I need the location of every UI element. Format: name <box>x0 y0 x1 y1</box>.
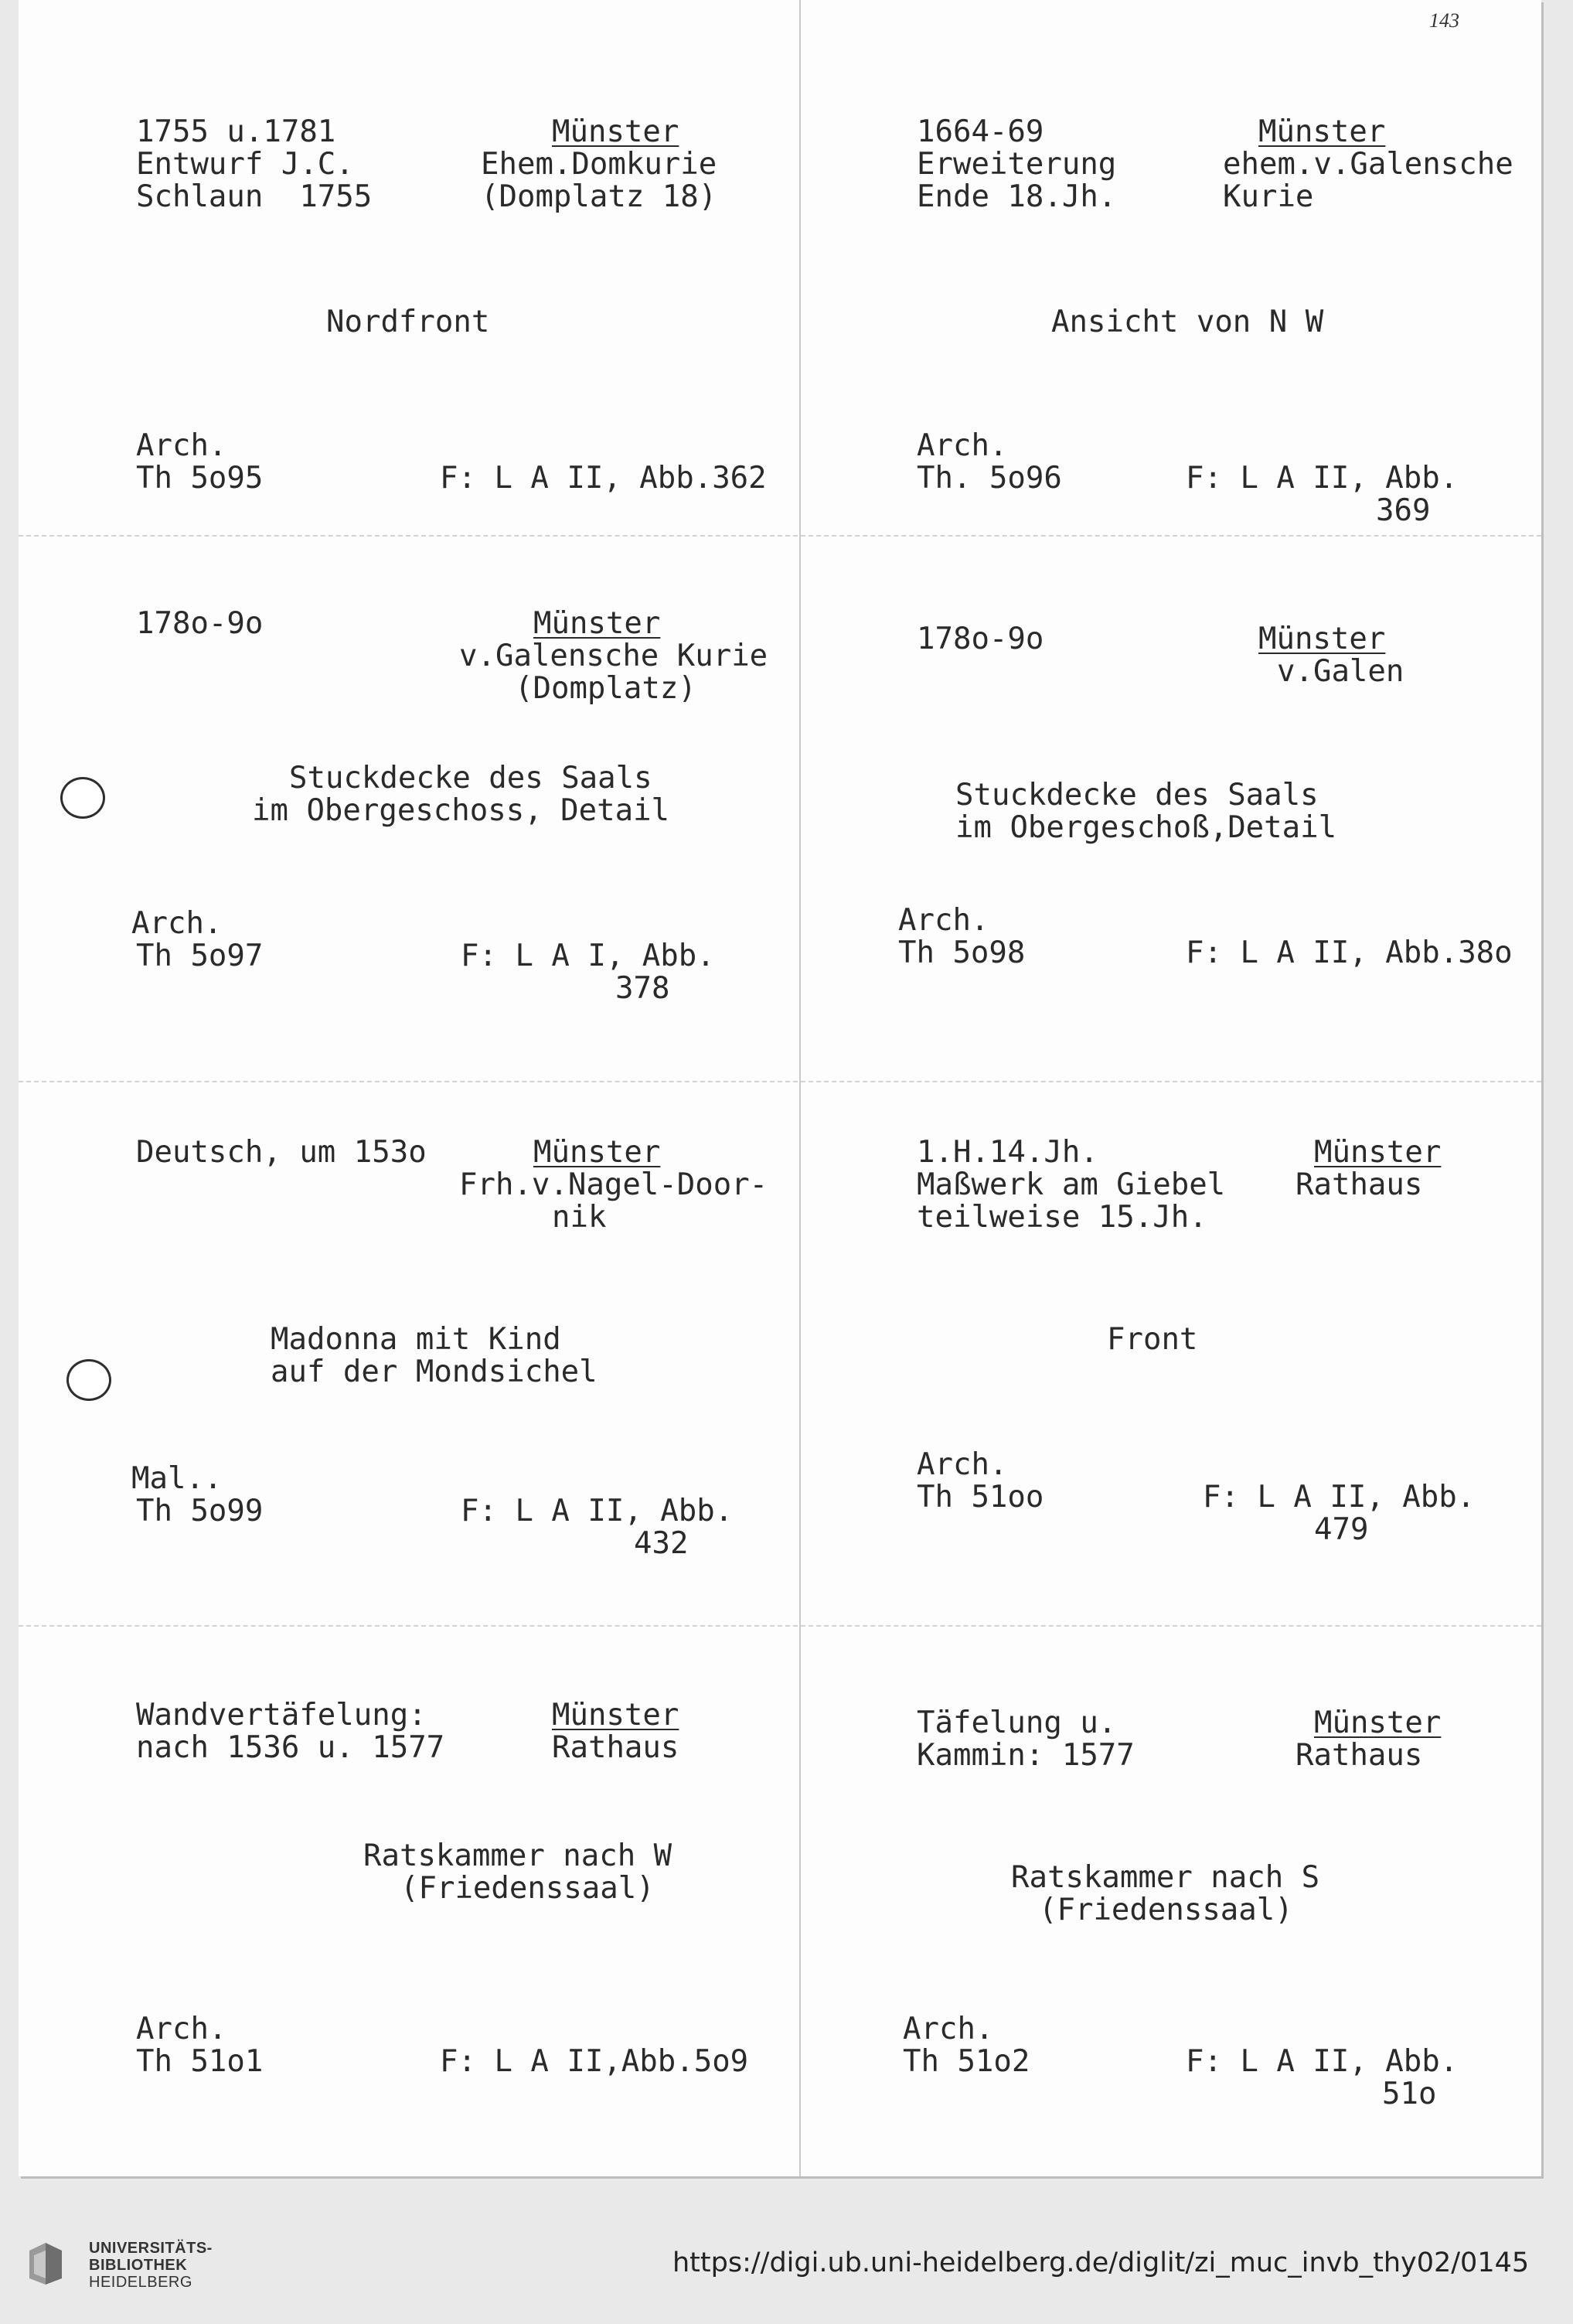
card-date-line: Täfelung u. <box>917 1706 1117 1740</box>
card-category: Arch. <box>131 906 223 941</box>
card-location-line: v.Galen <box>1277 654 1404 689</box>
card-subject-line: (Friedenssaal) <box>1039 1893 1293 1927</box>
card-date-line: Ende 18.Jh. <box>917 179 1117 214</box>
footer-bar <box>0 2200 1573 2324</box>
index-card-sheet <box>19 0 1541 2176</box>
card-category: Arch. <box>898 903 989 938</box>
card-subject-line: Ratskammer nach W <box>363 1838 672 1873</box>
punch-hole <box>60 777 105 819</box>
library-logo-icon <box>23 2240 68 2286</box>
card-location-line: Rathaus <box>1296 1738 1423 1773</box>
card-location-line: Rathaus <box>552 1730 679 1765</box>
card-source-line: 479 <box>1314 1512 1369 1547</box>
card-date-line: Wandvertäfelung: <box>136 1698 427 1733</box>
logo-text-line: HEIDELBERG <box>89 2274 192 2291</box>
card-source-line: 432 <box>634 1526 689 1561</box>
row-divider <box>19 535 1541 537</box>
card-location-line: (Domplatz) <box>515 671 696 706</box>
card-subject-line: Nordfront <box>326 305 490 339</box>
card-category: Arch. <box>136 2012 227 2046</box>
card-number: Th 5o99 <box>136 1494 264 1528</box>
card-subject-line: Madonna mit Kind <box>271 1322 561 1357</box>
card-location-line: Kurie <box>1223 179 1314 214</box>
card-location-line: Ehem.Domkurie <box>481 147 717 182</box>
card-source-line: F: L A II,Abb.5o9 <box>440 2044 749 2079</box>
card-source-line: F: L A II, Abb. <box>1186 2044 1459 2079</box>
card-date-line: Maßwerk am Giebel <box>917 1167 1226 1202</box>
card-number: Th. 5o96 <box>917 461 1062 496</box>
card-city: Münster <box>1314 1135 1442 1170</box>
card-source-line: F: L A II, Abb. <box>461 1494 734 1528</box>
card-source-line: F: L A II, Abb.38o <box>1186 935 1513 970</box>
card-subject-line: Ansicht von N W <box>1051 305 1324 339</box>
card-date-line: Deutsch, um 153o <box>136 1135 427 1170</box>
column-divider <box>799 0 801 2176</box>
logo-text-line: BIBLIOTHEK <box>89 2257 188 2274</box>
card-date-line: 1664-69 <box>917 114 1044 149</box>
card-number: Th 51o2 <box>903 2044 1030 2079</box>
card-subject-line: Stuckdecke des Saals <box>289 761 652 796</box>
card-city: Münster <box>1258 114 1386 149</box>
card-number: Th 51oo <box>917 1480 1044 1515</box>
logo-text-line: UNIVERSITÄTS- <box>89 2240 213 2257</box>
card-number: Th 51o1 <box>136 2044 264 2079</box>
card-date-line: nach 1536 u. 1577 <box>136 1730 445 1765</box>
card-location-line: Frh.v.Nagel-Door- <box>459 1167 768 1202</box>
card-category: Arch. <box>917 428 1008 463</box>
source-url-link[interactable]: https://digi.ub.uni-heidelberg.de/diglit/zi_muc_invb_thy02/0145 <box>672 2247 1530 2278</box>
card-date-line: Schlaun 1755 <box>136 179 373 214</box>
card-source-line: 378 <box>615 971 670 1006</box>
card-number: Th 5o97 <box>136 939 264 973</box>
card-date-line: 178o-9o <box>136 606 264 641</box>
card-subject-line: im Obergeschoß,Detail <box>955 810 1337 845</box>
card-date-line: teilweise 15.Jh. <box>917 1200 1207 1235</box>
card-number: Th 5o95 <box>136 461 264 496</box>
row-divider <box>19 1081 1541 1082</box>
card-source-line: F: L A II, Abb.362 <box>440 461 767 496</box>
card-city: Münster <box>533 1135 661 1170</box>
card-subject-line: Stuckdecke des Saals <box>955 778 1319 813</box>
card-city: Münster <box>1314 1706 1442 1740</box>
card-city: Münster <box>552 1698 679 1733</box>
card-subject-line: im Obergeschoss, Detail <box>252 793 670 828</box>
card-date-line: 178o-9o <box>917 622 1044 656</box>
card-date-line: 1755 u.1781 <box>136 114 336 149</box>
card-date-line: Kammin: 1577 <box>917 1738 1135 1773</box>
card-location-line: nik <box>552 1200 607 1235</box>
card-source-line: 369 <box>1376 493 1431 528</box>
card-date-line: Erweiterung <box>917 147 1117 182</box>
card-subject-line: auf der Mondsichel <box>271 1355 598 1389</box>
card-date-line: 1.H.14.Jh. <box>917 1135 1098 1170</box>
card-date-line: Entwurf J.C. <box>136 147 354 182</box>
card-subject-line: Ratskammer nach S <box>1011 1860 1320 1895</box>
card-source-line: 51o <box>1382 2077 1437 2111</box>
card-category: Mal.. <box>131 1461 223 1496</box>
card-source-line: F: L A II, Abb. <box>1203 1480 1476 1515</box>
card-category: Arch. <box>917 1447 1008 1482</box>
card-location-line: Rathaus <box>1296 1167 1423 1202</box>
card-category: Arch. <box>136 428 227 463</box>
card-category: Arch. <box>903 2012 994 2046</box>
card-location-line: (Domplatz 18) <box>481 179 717 214</box>
card-city: Münster <box>1258 622 1386 656</box>
card-source-line: F: L A I, Abb. <box>461 939 715 973</box>
card-city: Münster <box>552 114 679 149</box>
card-location-line: ehem.v.Galensche <box>1223 147 1513 182</box>
card-subject-line: Front <box>1107 1322 1198 1357</box>
punch-hole <box>66 1359 111 1401</box>
card-city: Münster <box>533 606 661 641</box>
card-location-line: v.Galensche Kurie <box>459 639 768 673</box>
card-subject-line: (Friedenssaal) <box>400 1871 655 1906</box>
card-number: Th 5o98 <box>898 935 1026 970</box>
row-divider <box>19 1625 1541 1627</box>
page-number: 143 <box>1429 9 1459 32</box>
card-source-line: F: L A II, Abb. <box>1186 461 1459 496</box>
